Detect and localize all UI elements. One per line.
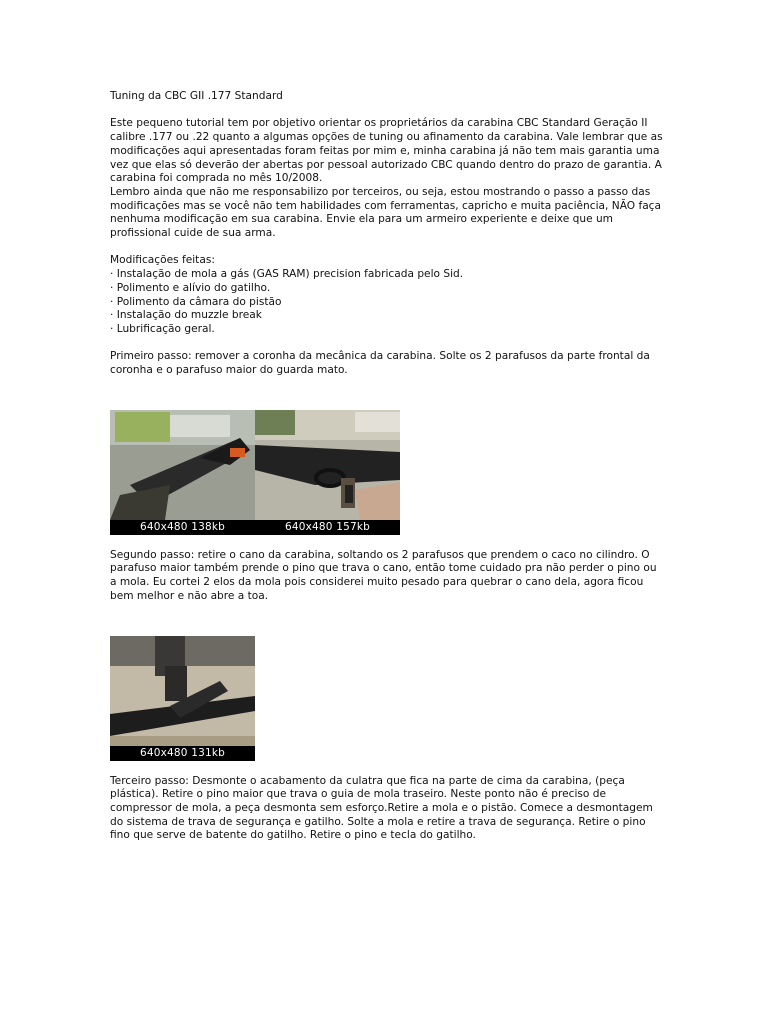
modifications-list: [110, 268, 666, 337]
photo-caption: 640x480 131kb: [110, 746, 255, 761]
step1-photos: [110, 410, 666, 535]
barrel-photo-image: [110, 636, 255, 746]
modifications-heading: Modificações feitas:: [110, 254, 215, 267]
list-item: · Instalação de mola a gás (GAS RAM) precision fabricada pelo Sid.: [110, 268, 666, 282]
list-item: · Polimento da câmara do pistão: [110, 296, 666, 310]
document-title: Tuning da CBC GII .177 Standard: [110, 90, 283, 102]
rifle-photo-image: [255, 410, 400, 520]
photo-thumbnail[interactable]: [255, 410, 400, 535]
list-item: · Lubrificação geral.: [110, 323, 666, 337]
step2-paragraph: Segundo passo: retire o cano da carabina, soltando os 2 parafusos que prendem o caco no cilindro. O parafuso maior também prende o pino que trava o cano, então tome cuidado pra não perder o pino ou a mola. Eu cortei 2 elos da mola pois considerei muito pesado para quebrar o cano dela, agora ficou bem melhor e não abre a toa.: [110, 548, 657, 602]
photo-caption: 640x480 157kb: [255, 520, 400, 535]
list-item: · Polimento e alívio do gatilho.: [110, 282, 666, 296]
step1-paragraph: Primeiro passo: remover a coronha da mecânica da carabina. Solte os 2 parafusos da parte frontal da coronha e o parafuso maior do guarda mato.: [110, 350, 650, 377]
document-body: [110, 90, 666, 843]
list-item: · Instalação do muzzle break: [110, 309, 666, 323]
photo-caption: 640x480 138kb: [110, 520, 255, 535]
rifle-photo-image: [110, 410, 255, 520]
step2-photos: [110, 636, 666, 761]
photo-thumbnail[interactable]: [110, 410, 255, 535]
disclaimer-paragraph: Lembro ainda que não me responsabilizo por terceiros, ou seja, estou mostrando o passo a passo das modificações mas se você não tem habilidades com ferramentas, capricho e muita paciência, NÃO faça nenhuma modificação em sua carabina. Envie ela para um armeiro experiente e deixe que um profissional cuide de sua arma.: [110, 185, 661, 240]
photo-thumbnail[interactable]: [110, 636, 255, 761]
step3-paragraph: Terceiro passo: Desmonte o acabamento da culatra que fica na parte de cima da carabina, (peça plástica). Retire o pino maior que trava o guia de mola traseiro. Neste ponto não é preciso de compressor de mola, a peça desmonta sem esforço.Retire a mola e o pistão. Comece a desmontagem do sistema de trava de segurança e gatilho. Solte a mola e retire a trava de segurança. Retire o pino fino que serve de batente do gatilho. Retire o pino e tecla do gatilho.: [110, 774, 653, 842]
intro-paragraph: Este pequeno tutorial tem por objetivo orientar os proprietários da carabina CBC Standard Geração II calibre .177 ou .22 quanto a algumas opções de tuning ou afinamento da carabina. Vale lembrar que as modificações aqui apresentadas foram feitas por mim e, minha carabina já não tem mais garantia uma vez que elas só deverão der abertas por pessoal autorizado CBC quando dentro do prazo de garantia. A carabina foi comprada no mês 10/2008.: [110, 117, 663, 185]
